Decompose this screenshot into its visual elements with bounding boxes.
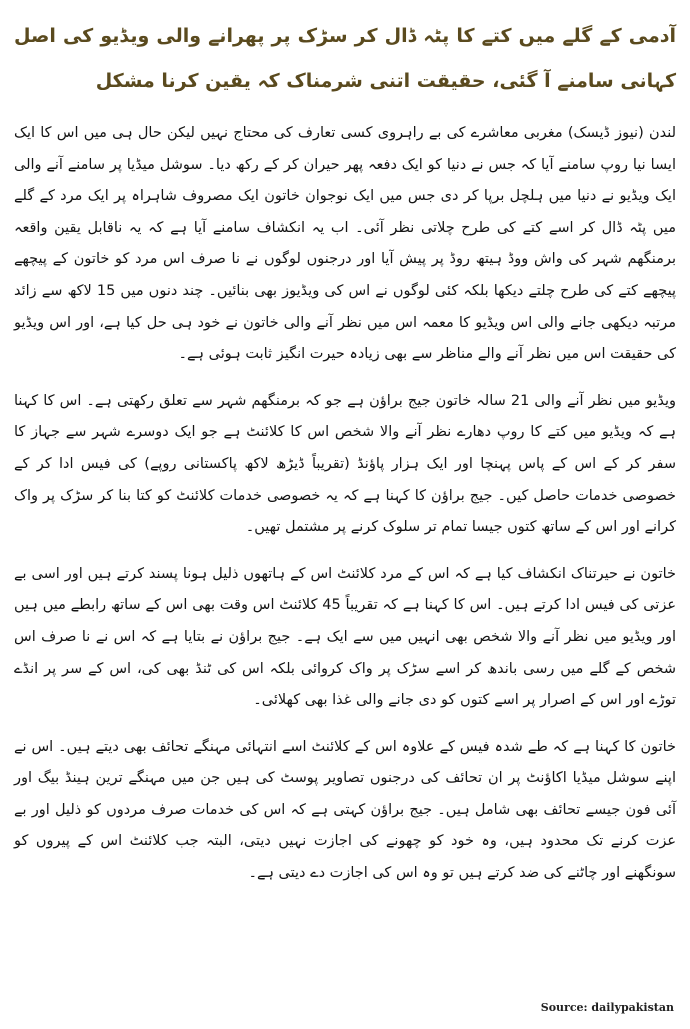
source-credit: Source: dailypakistan [540,1001,674,1014]
article-paragraph: خاتون کا کہنا ہے کہ طے شدہ فیس کے علاوہ اس کے کلائنٹ اسے انتہائی مہنگے تحائف بھی دیتے ہیں۔ اس نے اپنے سوشل میڈیا اکاؤنٹ پر ان تحائف کی درجنوں تصاویر پوسٹ کی ہیں جن میں مہنگے ترین ہینڈ بیگ اور آئی فون جیسے تحائف بھی شامل ہیں۔ جیج براؤن کہتی ہے کہ اس کی خدمات صرف مردوں کو ذلیل اور بے عزت کرنے تک محدود ہیں، وہ خود کو چھونے کی اجازت نہیں دیتی، البتہ جب کلائنٹ اس کے پیروں کو سونگھنے اور چاٹنے کی ضد کرتے ہیں تو وہ اس کی اجازت دے دیتی ہے۔ [14,738,676,882]
article-headline: آدمی کے گلے میں کتے کا پٹہ ڈال کر سڑک پر پھرانے والی ویڈیو کی اصل کہانی سامنے آ گئی، حقیقت اتنی شرمناک کہ یقین کرنا مشکل [14,25,676,92]
article-paragraph: ویڈیو میں نظر آنے والی 21 سالہ خاتون جیج براؤن ہے جو کہ برمنگھم شہر سے تعلق رکھتی ہے۔ اس کا کہنا ہے کہ ویڈیو میں کتے کا روپ دھارے نظر آنے والا شخص اس کا کلائنٹ ہے جو ایک دوسرے شہر سے جہاز کا سفر کر کے اس کے پاس پہنچا اور ایک ہزار پاؤنڈ (تقریباً ڈیڑھ لاکھ پاکستانی روپے) کی فیس ادا کر کے خصوصی خدمات حاصل کیں۔ جیج براؤن کا کہنا ہے کہ یہ خصوصی خدمات کلائنٹ کو کتا بنا کر سڑک پر واک کرانے اور اس کے ساتھ کتوں جیسا تمام تر سلوک کرنے پر مشتمل تھیں۔ [14,392,676,536]
article-body [14,118,676,905]
article-paragraph: خاتون نے حیرتناک انکشاف کیا ہے کہ اس کے مرد کلائنٹ اس کے ہاتھوں ذلیل ہونا پسند کرتے ہیں اور اسی بے عزتی کی فیس ادا کرتے ہیں۔ اس کا کہنا ہے کہ تقریباً 45 کلائنٹ اس وقت بھی اس کے ساتھ رابطے میں ہیں اور ویڈیو میں نظر آنے والا شخص بھی انہیں میں سے ایک ہے۔ جیج براؤن نے بتایا ہے کہ اس نے نا صرف اس شخص کے گلے میں رسی باندھ کر اسے سڑک پر واک کروائی بلکہ اس کی ٹنڈ بھی کی، اس کے سر پر انڈے توڑے اور اس کے اصرار پر اسے کتوں کو دی جانے والی غذا بھی کھلائی۔ [14,565,676,709]
article-paragraph: لندن (نیوز ڈیسک) مغربی معاشرے کی بے راہروی کسی تعارف کی محتاج نہیں لیکن حال ہی میں اس کا ایک ایسا نیا روپ سامنے آیا کہ جس نے دنیا کو ایک دفعہ پھر حیران کر کے رکھ دیا۔ سوشل میڈیا پر سامنے آنے والی ایک ویڈیو نے دنیا میں ہلچل برپا کر دی جس میں ایک نوجوان خاتون ایک مصروف شاہراہ پر ایک مرد کے گلے میں پٹہ ڈال کر اسے کتے کی طرح چلاتی نظر آئی۔ اب یہ انکشاف سامنے آیا ہے کہ یہ ناقابل یقین واقعہ برمنگھم شہر کی واش ووڈ ہیتھ روڈ پر پیش آیا اور درجنوں لوگوں نے نا صرف اس مرد کو خاتون کے پیچھے پیچھے کتے کی طرح چلتے دیکھا بلکہ کئی لوگوں نے اس کی ویڈیوز بھی بنائیں۔ چند دنوں میں 15 لاکھ سے زائد مرتبہ دیکھی جانے والی اس ویڈیو کا معمہ اس میں نظر آنے والی خاتون نے خود ہی حل کیا ہے، اور اس ویڈیو کی حقیقت اس میں نظر آنے والے مناظر سے بھی زیادہ حیرت انگیز ثابت ہوئی ہے۔ [14,125,676,363]
